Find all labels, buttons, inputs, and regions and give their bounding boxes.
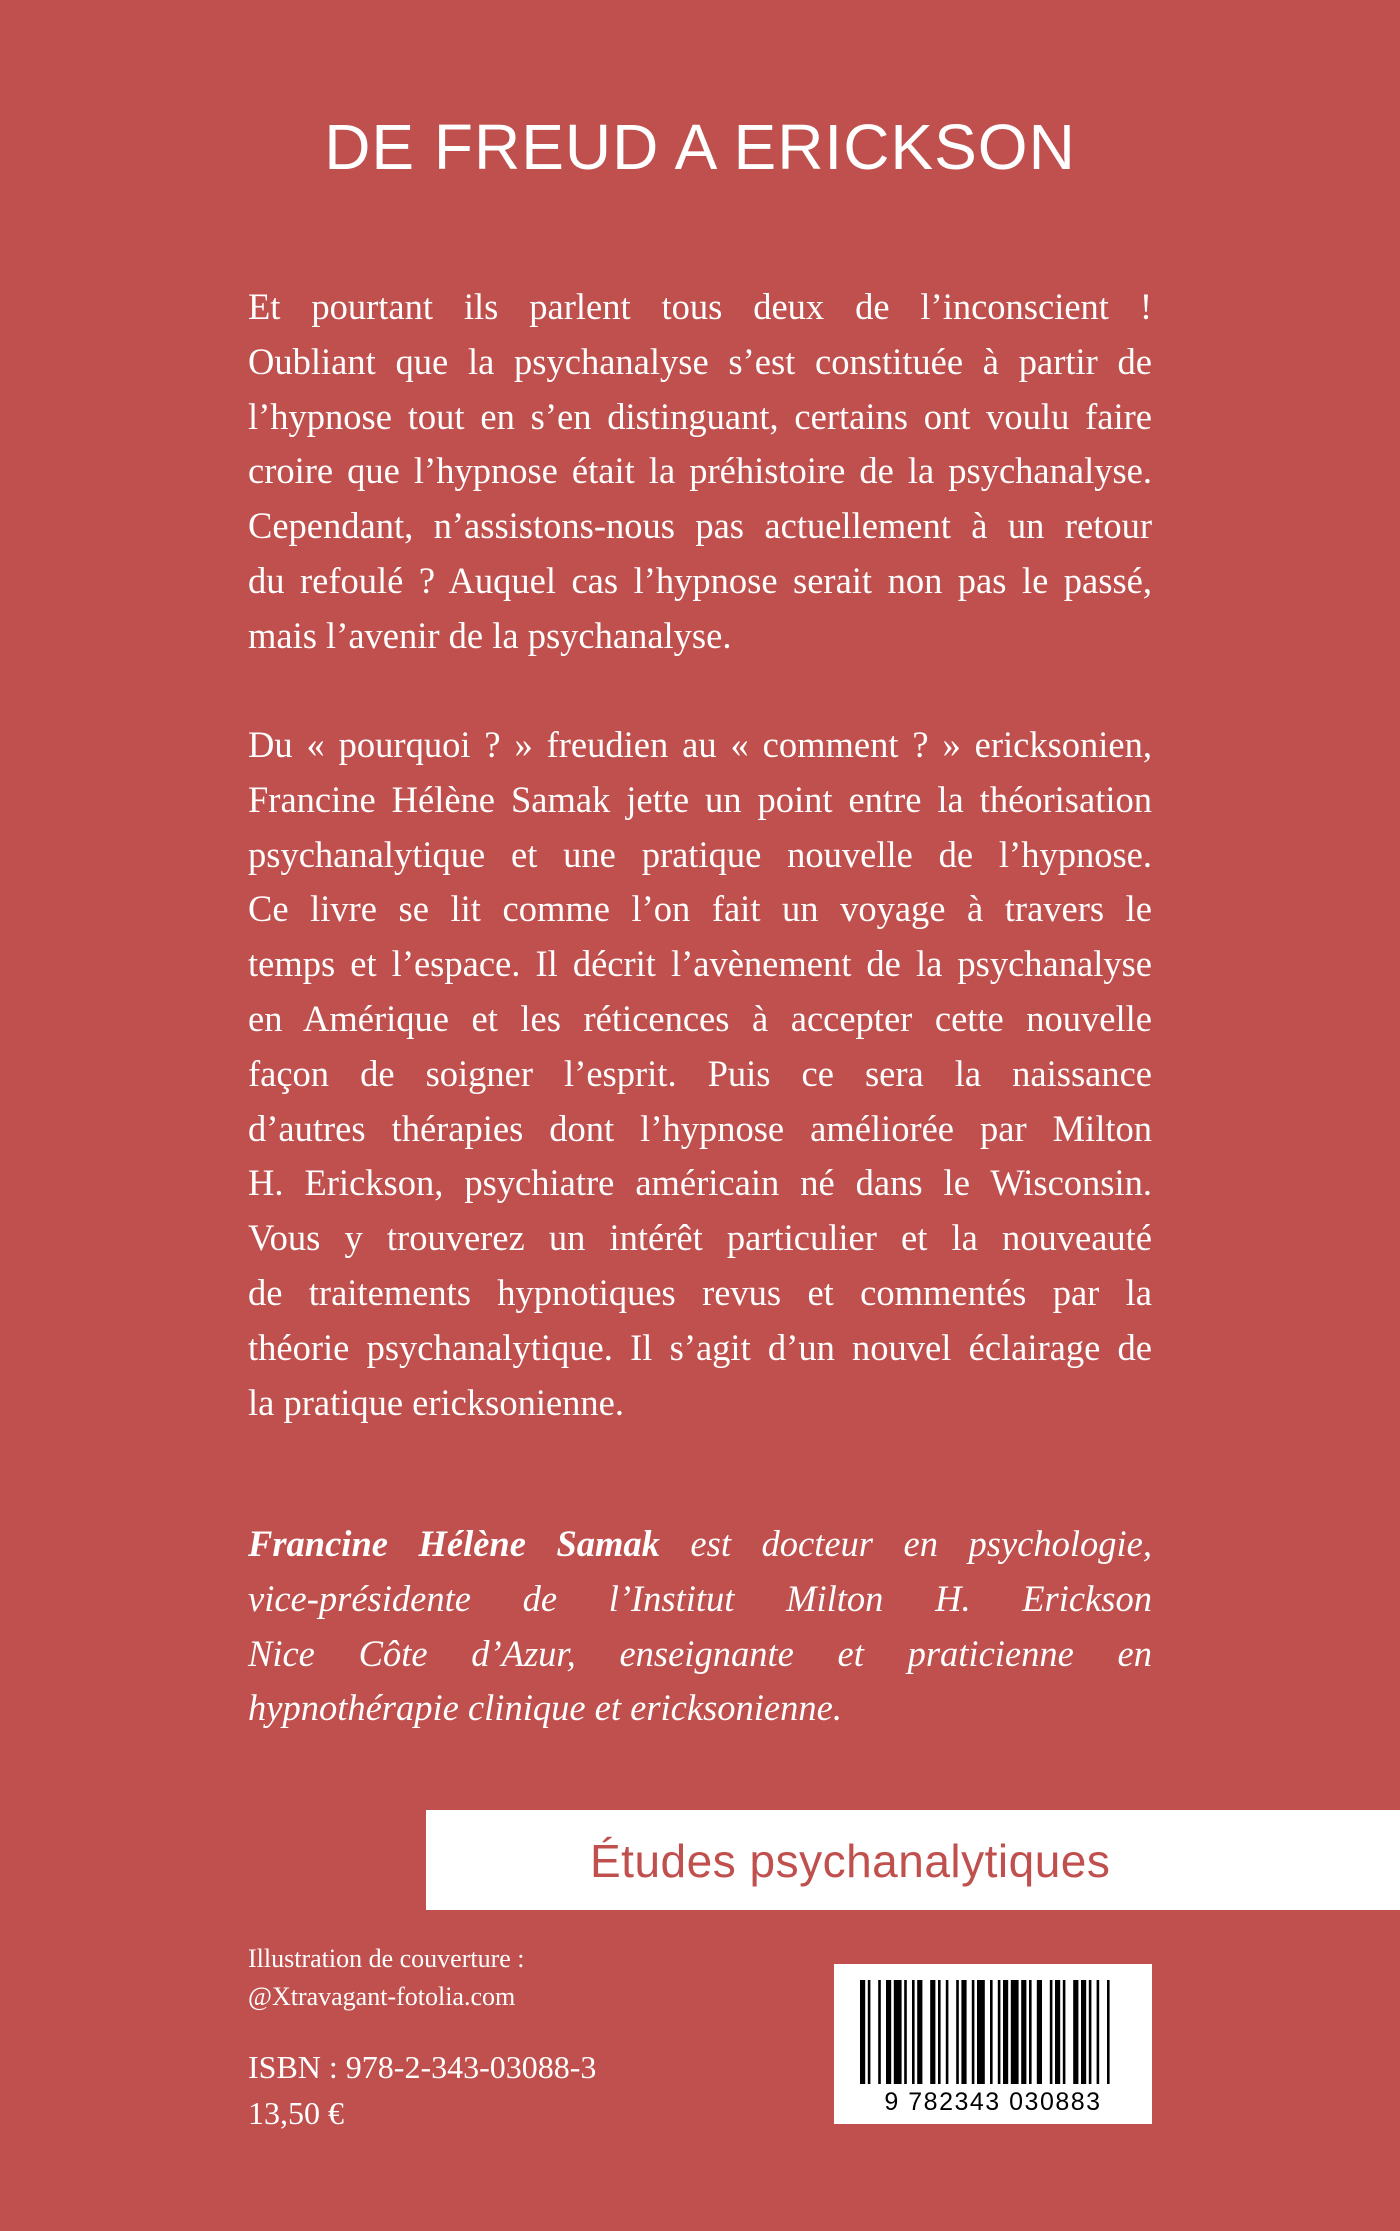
text-line: croire que l’hypnose était la préhistoire de la psychanalyse. <box>248 450 1152 492</box>
text-line: Francine Hélène Samak jette un point entre la théorisation <box>248 778 1152 820</box>
barcode-bar <box>1097 1980 1100 2084</box>
barcode-bar <box>868 1980 871 2084</box>
text-line: Oubliant que la psychanalyse s’est constituée à partir de <box>248 340 1152 382</box>
text-line: l’hypnose tout en s’en distinguant, certains ont voulu faire <box>248 395 1152 437</box>
text-line: mais l’avenir de la psychanalyse. <box>248 614 732 656</box>
text-line: Du « pourquoi ? » freudien au « comment ? » ericksonien, <box>248 724 1152 765</box>
barcode-bar <box>1107 1980 1110 2084</box>
blurb-paragraph-1 <box>248 280 1152 664</box>
text-line: d’autres thérapies dont l’hypnose améliorée par Milton <box>248 1107 1152 1149</box>
barcode-bar <box>990 1980 993 2084</box>
barcode-bar <box>930 1980 935 2084</box>
isbn-number: ISBN : 978-2-343-03088-3 <box>248 2049 597 2085</box>
barcode-bar <box>946 1980 949 2084</box>
text-line: Et pourtant ils parlent tous deux de l’inconscient ! <box>248 286 1152 327</box>
bio-text: est docteur en psychologie, <box>659 1523 1152 1564</box>
barcode-bar <box>1029 1980 1032 2084</box>
barcode-bar <box>917 1980 922 2084</box>
barcode-bar <box>961 1980 966 2084</box>
barcode-bar <box>1063 1980 1066 2084</box>
barcode-bar <box>1037 1980 1042 2084</box>
barcode-bars <box>834 1964 1152 2088</box>
isbn-block <box>248 2044 596 2136</box>
text-line: de traitements hypnotiques revus et commentés par la <box>248 1271 1152 1313</box>
author-name: Francine Hélène Samak <box>248 1523 660 1564</box>
cover-credits <box>248 1940 525 2016</box>
text-line: Vous y trouverez un intérêt particulier et la nouveauté <box>248 1217 1152 1259</box>
barcode-bar <box>1011 1980 1019 2084</box>
text-line: H. Erickson, psychiatre américain né dans le Wisconsin. <box>248 1162 1152 1204</box>
blurb-paragraph-2 <box>248 718 1152 1430</box>
text-line <box>248 1517 1152 1572</box>
barcode-bar <box>938 1980 941 2084</box>
text-line: psychanalytique et une pratique nouvelle de l’hypnose. <box>248 833 1152 875</box>
text-line: la pratique ericksonienne. <box>248 1381 624 1423</box>
book-title: DE FREUD A ERICKSON <box>324 111 1076 183</box>
text-line: Cependant, n’assistons-nous pas actuellement à un retour <box>248 505 1152 547</box>
text-line: vice-présidente de l’Institut Milton H. Erickson <box>248 1577 1152 1619</box>
barcode-bar <box>1073 1980 1078 2084</box>
barcode-bar <box>1021 1980 1026 2084</box>
barcode-bar <box>886 1980 891 2084</box>
text-line: hypnothérapie clinique et ericksonienne. <box>248 1687 842 1729</box>
barcode-digits: 9 782343 030883 <box>884 2088 1102 2116</box>
barcode <box>834 1964 1152 2124</box>
barcode-bar <box>998 1980 1001 2084</box>
barcode-bar <box>912 1980 915 2084</box>
text-line: temps et l’espace. Il décrit l’avènement de la psychanalyse <box>248 943 1152 985</box>
barcode-bar <box>904 1980 907 2084</box>
text-line: façon de soigner l’esprit. Puis ce sera la naissance <box>248 1052 1152 1094</box>
barcode-bar <box>977 1980 985 2084</box>
barcode-bar <box>1050 1980 1053 2084</box>
barcode-bar <box>1055 1980 1060 2084</box>
barcode-bar <box>860 1980 865 2084</box>
series-name: Études psychanalytiques <box>590 1835 1111 1887</box>
barcode-bar <box>956 1980 959 2084</box>
text-line: en Amérique et les réticences à accepter cette nouvelle <box>248 997 1152 1039</box>
text-line: théorie psychanalytique. Il s’agit d’un nouvel éclairage de <box>248 1326 1152 1368</box>
barcode-bar <box>1003 1980 1008 2084</box>
text-line: Ce livre se lit comme l’on fait un voyage à travers le <box>248 888 1152 930</box>
credits-source: @Xtravagant-fotolia.com <box>248 1982 516 2011</box>
barcode-bar <box>878 1980 881 2084</box>
price: 13,50 € <box>248 2095 344 2131</box>
barcode-bar <box>1089 1980 1092 2084</box>
text-line: Nice Côte d’Azur, enseignante et praticienne en <box>248 1632 1152 1674</box>
credits-label: Illustration de couverture : <box>248 1944 525 1973</box>
barcode-bar <box>894 1980 902 2084</box>
text-line: du refoulé ? Auquel cas l’hypnose serait non pas le passé, <box>248 559 1152 601</box>
barcode-bar <box>972 1980 975 2084</box>
barcode-bar <box>1081 1980 1086 2084</box>
author-bio <box>248 1517 1152 1736</box>
